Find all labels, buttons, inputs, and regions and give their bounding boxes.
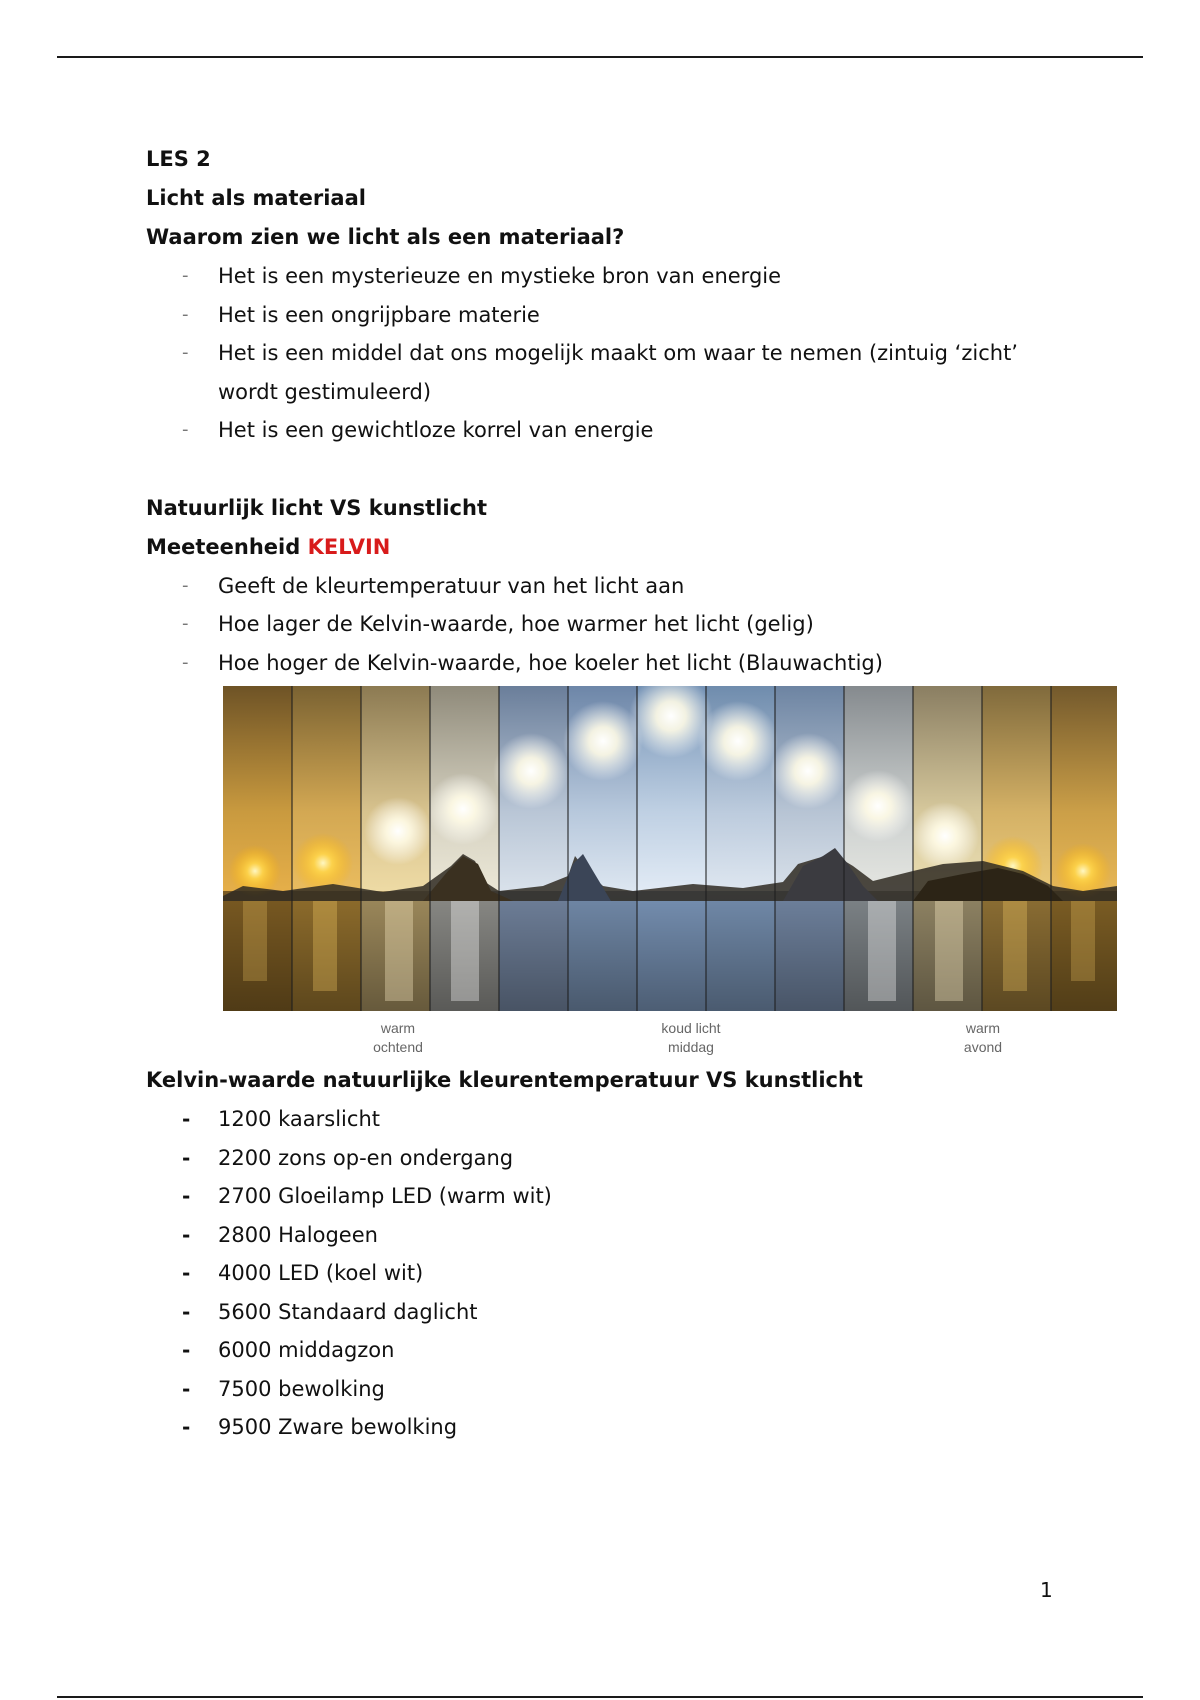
section-title-light-as-material: Licht als materiaal <box>146 186 366 210</box>
list-item: - 6000 middagzon <box>146 1331 1106 1370</box>
dash-marker: - <box>182 1338 191 1362</box>
list-item: - Geeft de kleurtemperatuur van het licht aan <box>146 567 1106 606</box>
dash-marker: - <box>182 1107 191 1131</box>
caption-warm-morning: warm ochtend <box>373 1020 423 1055</box>
reasons-list <box>146 257 1106 450</box>
dash-marker: - <box>182 419 189 440</box>
list-item: - 4000 LED (koel wit) <box>146 1254 1106 1293</box>
section-title-natural-vs-artificial: Natuurlijk licht VS kunstlicht <box>146 495 487 520</box>
dash-marker: - <box>182 1376 191 1401</box>
header-rule <box>57 56 1143 58</box>
list-item: - 9500 Zware bewolking <box>146 1408 1106 1447</box>
list-item: - 7500 bewolking <box>146 1370 1106 1409</box>
dash-marker: - <box>182 1145 191 1170</box>
lesson-number: LES 2 <box>146 147 211 171</box>
list-item: - 5600 Standaard daglicht <box>146 1293 1106 1332</box>
list-item: - 1200 kaarslicht <box>146 1100 1106 1139</box>
dash-marker: - <box>182 1184 191 1208</box>
list-item: - Het is een gewichtloze korrel van energie <box>146 411 1106 450</box>
caption-warm-evening: warm avond <box>963 1020 1003 1055</box>
list-item: - Het is een mysterieuze en mystieke bron van energie <box>146 257 1106 296</box>
dash-marker: - <box>182 1261 191 1285</box>
kelvin-values-list <box>146 1100 1106 1447</box>
unit-heading <box>146 528 1106 567</box>
list-item: - Het is een ongrijpbare materie <box>146 296 1106 335</box>
section-title-kelvin-values: Kelvin-waarde natuurlijke kleurentemperatuur VS kunstlicht <box>146 1068 863 1092</box>
panorama-illustration <box>223 686 1117 1011</box>
footer-rule <box>57 1696 1143 1698</box>
list-item: - 2700 Gloeilamp LED (warm wit) <box>146 1177 1106 1216</box>
list-item: - Hoe hoger de Kelvin-waarde, hoe koeler het licht (Blauwachtig) <box>146 644 1106 683</box>
kelvin-explanation-list <box>146 567 1106 683</box>
dash-marker: - <box>182 342 189 363</box>
dash-marker: - <box>182 1222 191 1247</box>
dash-marker: - <box>182 1299 191 1324</box>
question-heading: Waarom zien we licht als een materiaal? <box>146 225 625 249</box>
color-temperature-figure <box>223 686 1117 1061</box>
list-item: - Hoe lager de Kelvin-waarde, hoe warmer het licht (gelig) <box>146 605 1106 644</box>
dash-marker: - <box>182 651 189 673</box>
dash-marker: - <box>182 265 189 286</box>
list-item: - 2800 Halogeen <box>146 1216 1106 1255</box>
list-item: - 2200 zons op-en ondergang <box>146 1139 1106 1178</box>
list-item: - Het is een middel dat ons mogelijk maakt om waar te nemen (zintuig ‘zicht’ wordt gestimuleerd) <box>146 334 1018 411</box>
page-number: 1 <box>1040 1578 1053 1602</box>
unit-value-kelvin: KELVIN <box>307 534 391 559</box>
dash-marker: - <box>182 1415 191 1439</box>
figure-captions <box>223 1011 1117 1061</box>
dash-marker: - <box>182 574 189 596</box>
dash-marker: - <box>182 613 189 634</box>
sky-panorama-image <box>223 686 1117 1011</box>
dash-marker: - <box>182 303 189 325</box>
caption-cold-midday: koud licht middag <box>661 1020 721 1055</box>
document-body <box>146 140 1106 1447</box>
unit-label: Meeteenheid <box>146 534 301 559</box>
